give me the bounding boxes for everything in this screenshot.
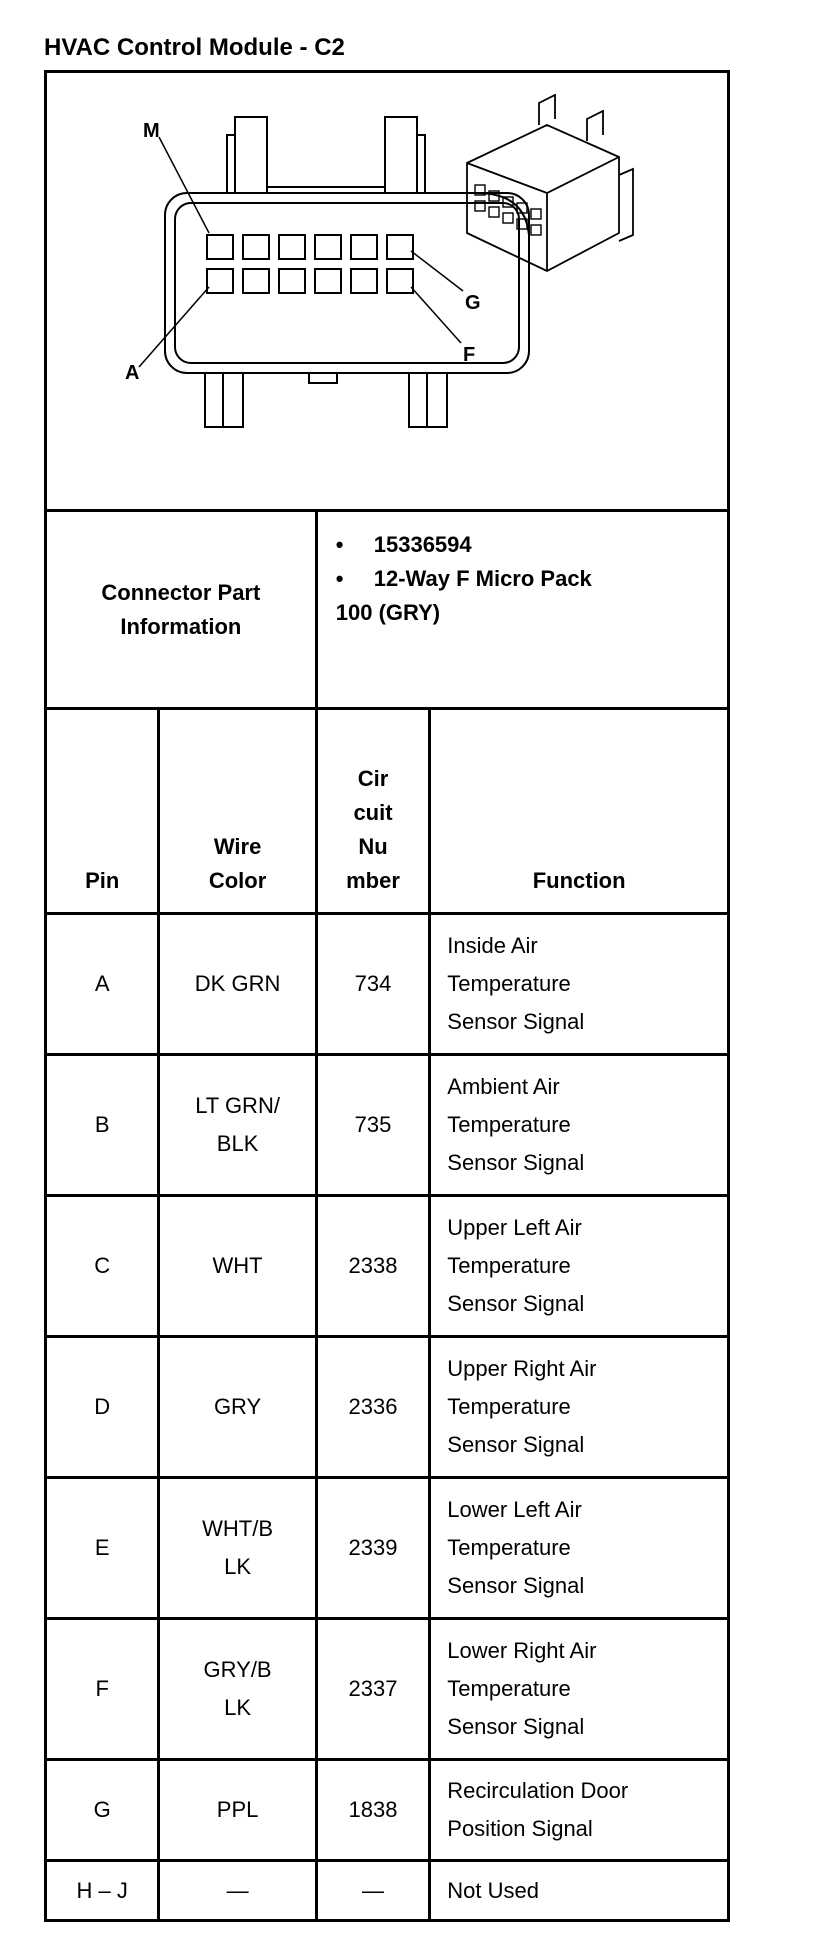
table-row (46, 1055, 729, 1196)
pin-cell: A (46, 914, 159, 1055)
function-cell: Ambient Air Temperature Sensor Signal (430, 1055, 729, 1196)
pin-cell: E (46, 1478, 159, 1619)
function-cell: Upper Left Air Temperature Sensor Signal (430, 1196, 729, 1337)
page-title: HVAC Control Module - C2 (44, 34, 345, 61)
pin-label-a: A (125, 362, 140, 384)
circuit-cell: 2336 (316, 1337, 430, 1478)
info-label-line: Connector Part (101, 579, 261, 605)
connector-info-value (316, 511, 728, 709)
table-row (46, 1196, 729, 1337)
info-bullet: • 15336594 (335, 532, 472, 557)
info-label-line: Information (120, 613, 242, 639)
function-cell: Inside Air Temperature Sensor Signal (430, 914, 729, 1055)
latch-post-left (235, 117, 267, 193)
circuit-cell: 735 (316, 1055, 430, 1196)
info-bullet: • 12-Way F Micro Pack (335, 566, 592, 591)
pin-label-f: F (463, 344, 476, 366)
pin-cell: F (46, 1619, 159, 1760)
circuit-cell: — (316, 1861, 430, 1921)
function-cell: Recirculation Door Position Signal (430, 1760, 729, 1861)
color-cell: DK GRN (159, 914, 316, 1055)
table-row (46, 1760, 729, 1861)
function-cell: Lower Right Air Temperature Sensor Signal (430, 1619, 729, 1760)
color-cell: WHT (159, 1196, 316, 1337)
connector-diagram (47, 75, 727, 507)
pin-cell: C (46, 1196, 159, 1337)
table-row (46, 1619, 729, 1760)
header-wire-color: Wire Color (159, 709, 316, 914)
circuit-cell: 734 (316, 914, 430, 1055)
function-cell: Lower Left Air Temperature Sensor Signal (430, 1478, 729, 1619)
pin-cell: B (46, 1055, 159, 1196)
color-cell: — (159, 1861, 316, 1921)
header-circuit: Cir cuit Nu mber (316, 709, 430, 914)
header-function: Function (430, 709, 729, 914)
pin-label-g: G (465, 292, 481, 314)
cavity-f (387, 269, 413, 293)
table-row (46, 1337, 729, 1478)
color-cell: LT GRN/ BLK (159, 1055, 316, 1196)
color-cell: GRY (159, 1337, 316, 1478)
info-extra: 100 (GRY) (335, 600, 441, 625)
pin-cavities (207, 235, 413, 293)
circuit-cell: 1838 (316, 1760, 430, 1861)
cavity-a (207, 269, 233, 293)
header-pin: Pin (46, 709, 159, 914)
function-cell: Upper Right Air Temperature Sensor Signal (430, 1337, 729, 1478)
pin-cell: D (46, 1337, 159, 1478)
table-row (46, 1478, 729, 1619)
color-cell: PPL (159, 1760, 316, 1861)
table-row (46, 914, 729, 1055)
pin-label-m: M (143, 120, 160, 142)
pin-cell: H – J (46, 1861, 159, 1921)
pin-cell: G (46, 1760, 159, 1861)
color-cell: GRY/B LK (159, 1619, 316, 1760)
connector-3d-view (467, 95, 633, 271)
connector-info-label (46, 511, 317, 709)
circuit-cell: 2338 (316, 1196, 430, 1337)
cavity-m (207, 235, 233, 259)
connector-table (44, 70, 730, 1922)
function-cell: Not Used (430, 1861, 729, 1921)
table-row (46, 1861, 729, 1921)
latch-post-right (385, 117, 417, 193)
connector-diagram-cell (46, 72, 729, 511)
color-cell: WHT/B LK (159, 1478, 316, 1619)
circuit-cell: 2337 (316, 1619, 430, 1760)
circuit-cell: 2339 (316, 1478, 430, 1619)
cavity-g (387, 235, 413, 259)
